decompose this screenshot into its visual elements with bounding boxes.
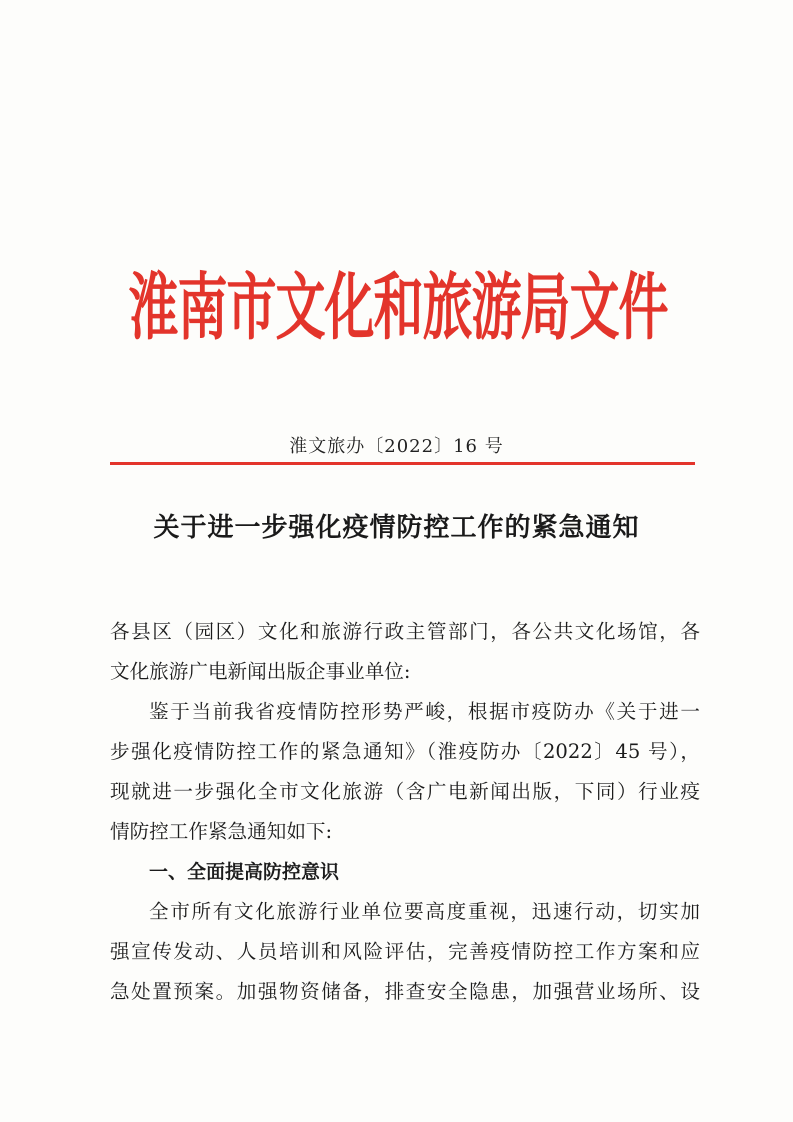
addressee-line-1: 各县区（园区）文化和旅游行政主管部门，各公共文化场馆，各: [110, 620, 700, 643]
document-number: 淮文旅办〔2022〕16 号: [289, 436, 504, 457]
paragraph-1-line-2: 步强化疫情防控工作的紧急通知》（淮疫防办〔2022〕45 号），: [110, 740, 700, 763]
addressee-line-2: 文化旅游广电新闻出版企事业单位:: [110, 660, 411, 683]
masthead-title: 淮南市文化和旅游局文件: [128, 265, 668, 351]
paragraph-2-line-2: 强宣传发动、人员培训和风险评估，完善疫情防控工作方案和应: [110, 940, 700, 963]
paragraph-1-line-1: 鉴于当前我省疫情防控形势严峻，根据市疫防办《关于进一: [149, 700, 700, 723]
paragraph-2-line-3: 急处置预案。加强物资储备，排查安全隐患，加强营业场所、设: [110, 980, 700, 1003]
notice-title: 关于进一步强化疫情防控工作的紧急通知: [153, 513, 640, 543]
notice-body: [110, 612, 700, 1012]
red-separator-rule: [110, 462, 695, 465]
paragraph-1-line-4: 情防控工作紧急通知如下:: [110, 820, 333, 843]
section-heading-1: 一、全面提高防控意识: [149, 861, 340, 883]
paragraph-1-line-3: 现就进一步强化全市文化旅游（含广电新闻出版，下同）行业疫: [110, 780, 700, 803]
paragraph-2-line-1: 全市所有文化旅游行业单位要高度重视，迅速行动，切实加: [149, 900, 700, 923]
